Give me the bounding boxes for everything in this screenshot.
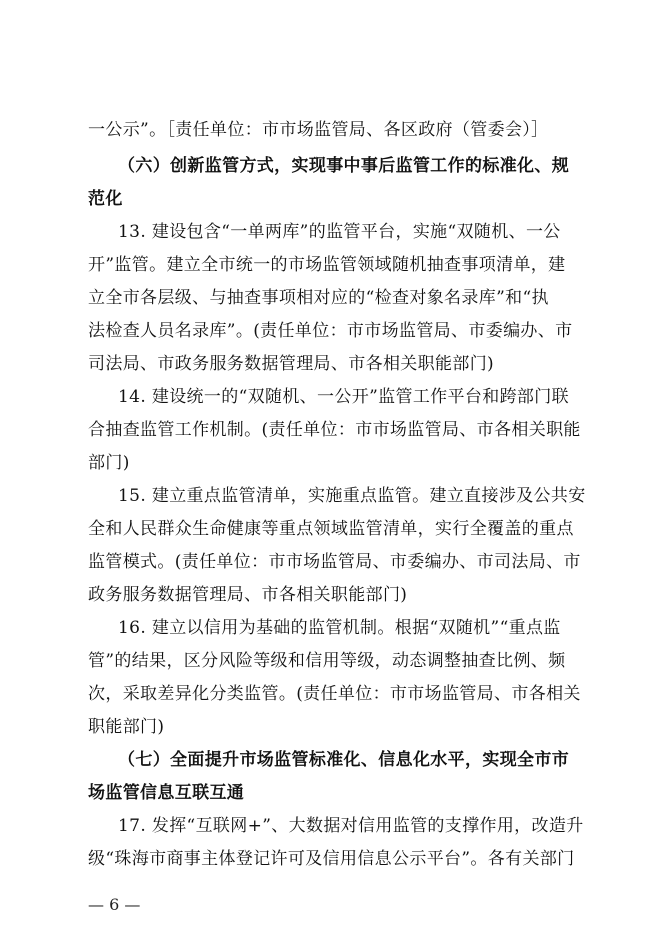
text-line: 政务服务数据管理局、市各相关职能部门) bbox=[88, 585, 408, 605]
text-line: 一公示”。［责任单位：市市场监管局、各区政府（管委会）］ bbox=[88, 120, 549, 140]
text-line: 14. 建设统一的“双随机、一公开”监管工作平台和跨部门联 bbox=[118, 387, 569, 407]
text-line: 司法局、市政务服务数据管理局、市各相关职能部门) bbox=[88, 354, 495, 374]
text-line: 管”的结果，区分风险等级和信用等级，动态调整抽查比例、频 bbox=[88, 651, 566, 671]
section-heading: 范化 bbox=[88, 189, 123, 209]
text-line: 15. 建立重点监管清单，实施重点监管。建立直接涉及公共安 bbox=[118, 486, 586, 506]
text-line: 全和人民群众生命健康等重点领域监管清单，实行全覆盖的重点 bbox=[88, 519, 574, 539]
text-line: 法检查人员名录库”。(责任单位：市市场监管局、市委编办、市 bbox=[88, 321, 573, 341]
text-line: 合抽查监管工作机制。(责任单位：市市场监管局、市各相关职能 bbox=[88, 420, 581, 440]
text-line: 部门) bbox=[88, 453, 130, 473]
text-line: 次，采取差异化分类监管。(责任单位：市市场监管局、市各相关 bbox=[88, 684, 581, 704]
text-line: 级“珠海市商事主体登记许可及信用信息公示平台”。各有关部门 bbox=[88, 849, 575, 869]
text-line: 开”监管。建立全市统一的市场监管领域随机抽查事项清单，建 bbox=[88, 255, 566, 275]
section-heading: （七）全面提升市场监管标准化、信息化水平，实现全市市 bbox=[118, 750, 570, 770]
text-line: 监管模式。(责任单位：市市场监管局、市委编办、市司法局、市 bbox=[88, 552, 581, 572]
text-line: 13. 建设包含“一单两库”的监管平台，实施“双随机、一公 bbox=[118, 222, 561, 242]
text-line: 17. 发挥“互联网+”、大数据对信用监管的支撑作用，改造升 bbox=[118, 816, 584, 836]
text-line: 立全市各层级、与抽查事项相对应的“检查对象名录库”和“执 bbox=[88, 288, 549, 308]
text-line: 16. 建立以信用为基础的监管机制。根据“双随机”“重点监 bbox=[118, 618, 561, 638]
section-heading: 场监管信息互联互通 bbox=[88, 783, 245, 803]
section-heading: （六）创新监管方式，实现事中事后监管工作的标准化、规 bbox=[118, 156, 570, 176]
page-number: — 6 — bbox=[88, 895, 141, 914]
text-line: 职能部门) bbox=[88, 717, 165, 737]
